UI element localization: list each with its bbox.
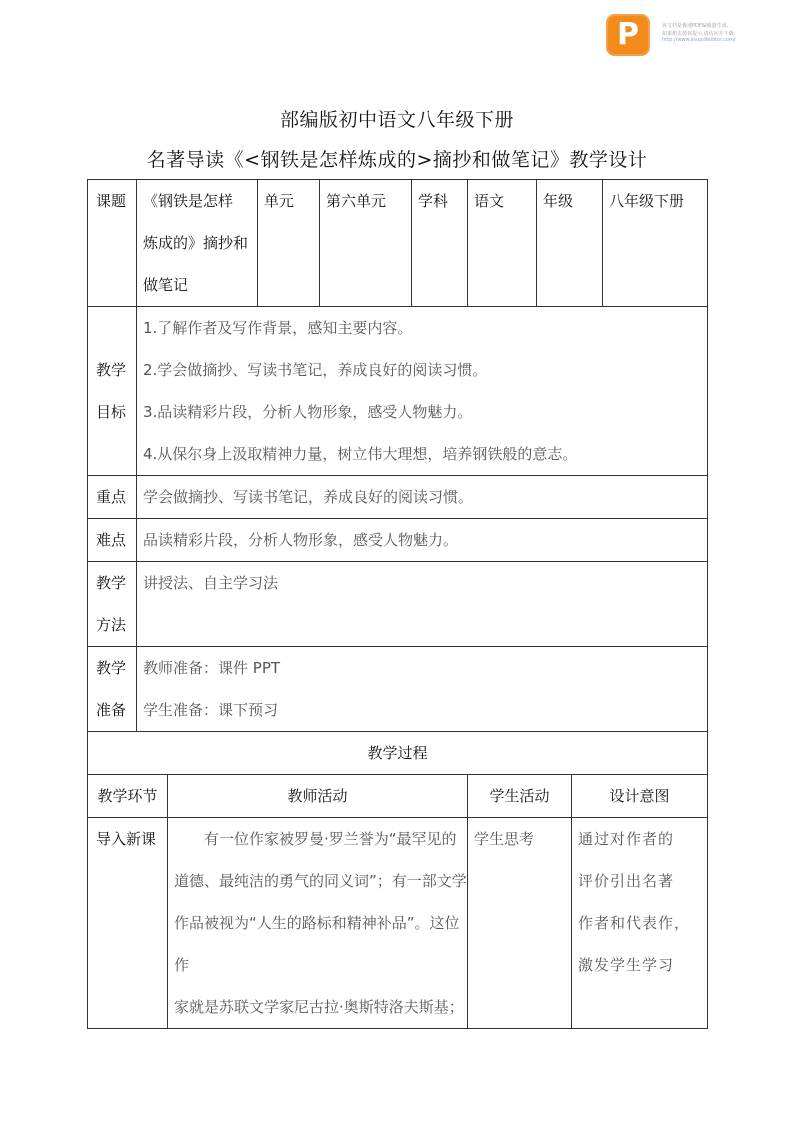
method-label-line: 教学 [96,574,127,592]
subject-label: 学科 [412,180,468,307]
design-intent-cell [572,818,708,1029]
document-title: 部编版初中语文八年级下册 [279,109,514,131]
document-subtitle: 名著导读《<钢铁是怎样炼成的>摘抄和做笔记》教学设计 [146,149,648,171]
teacher-preparation: 教师准备：课件 PPT [143,659,281,677]
grade-label: 年级 [537,180,603,307]
unit-label: 单元 [258,180,320,307]
difficulty-value: 品读精彩片段，分析人物形象，感受人物魅力。 [137,519,708,562]
unit-value: 第六单元 [320,180,412,307]
teacher-activity-line: 作品被视为“人生的路标和精神补品”。这位作 [174,914,460,974]
stage-cell: 导入新课 [88,818,168,1029]
objectives-label [88,307,137,476]
objective-item: 3.品读精彩片段，分析人物形象，感受人物魅力。 [143,403,473,421]
subject-value: 语文 [468,180,537,307]
topic-label: 课题 [88,180,137,307]
method-label [88,562,137,647]
topic-value [137,180,258,307]
teacher-activity-cell [168,818,468,1029]
logo-letter: P [617,17,639,52]
key-point-row [88,476,708,519]
grade-value: 八年级下册 [603,180,708,307]
watermark-line-2: 如果想去掉该提示,请访问并下载: [662,31,736,37]
difficulty-row [88,519,708,562]
teacher-activity-line: 家就是苏联文学家尼古拉·奥斯特洛夫斯基； [174,998,464,1016]
difficulty-label: 难点 [88,519,137,562]
teacher-activity-line: 道德、最纯洁的勇气的同义词”；有一部文学 [174,872,467,890]
preparation-label-line: 教学 [96,659,127,677]
key-point-label: 重点 [88,476,137,519]
process-columns-row [88,775,708,818]
teacher-activity-line: 有一位作家被罗曼·罗兰誉为“最罕见的 [204,830,457,848]
design-intent-line: 激发学生学习 [578,956,675,974]
col-student: 学生活动 [468,775,572,818]
topic-line: 炼成的》摘抄和 [143,234,249,252]
process-row [88,818,708,1029]
objectives-row [88,307,708,476]
objectives-label-line: 目标 [96,403,127,421]
watermark-link[interactable]: http://www.jisupdfeditor.com/ [662,37,736,43]
col-stage: 教学环节 [88,775,168,818]
lesson-plan-table [87,179,708,1029]
col-teacher: 教师活动 [168,775,468,818]
design-intent-line: 作者和代表作， [578,914,691,932]
watermark-line-1: 该文档是极速PDF编辑器生成, [662,23,729,29]
method-row [88,562,708,647]
topic-line: 做笔记 [143,276,189,294]
objectives-list [137,307,708,476]
preparation-value [137,647,708,732]
objective-item: 4.从保尔身上汲取精神力量，树立伟大理想，培养钢铁般的意志。 [143,445,578,463]
key-point-value: 学会做摘抄、写读书笔记，养成良好的阅读习惯。 [137,476,708,519]
pdf-editor-logo [606,14,650,56]
info-row [88,180,708,307]
col-intent: 设计意图 [572,775,708,818]
design-intent-line: 通过对作者的 [578,830,675,848]
method-label-line: 方法 [96,616,127,634]
preparation-row [88,647,708,732]
preparation-label-line: 准备 [96,701,127,719]
process-header: 教学过程 [88,732,708,775]
process-header-row [88,732,708,775]
student-preparation: 学生准备：课下预习 [143,701,279,719]
student-activity-cell: 学生思考 [468,818,572,1029]
objective-item: 1.了解作者及写作背景，感知主要内容。 [143,319,413,337]
design-intent-line: 评价引出名著 [578,872,675,890]
topic-line: 《钢铁是怎样 [143,192,234,210]
preparation-label [88,647,137,732]
method-value: 讲授法、自主学习法 [137,562,708,647]
objective-item: 2.学会做摘抄、写读书笔记，养成良好的阅读习惯。 [143,361,488,379]
objectives-label-line: 教学 [96,361,127,379]
